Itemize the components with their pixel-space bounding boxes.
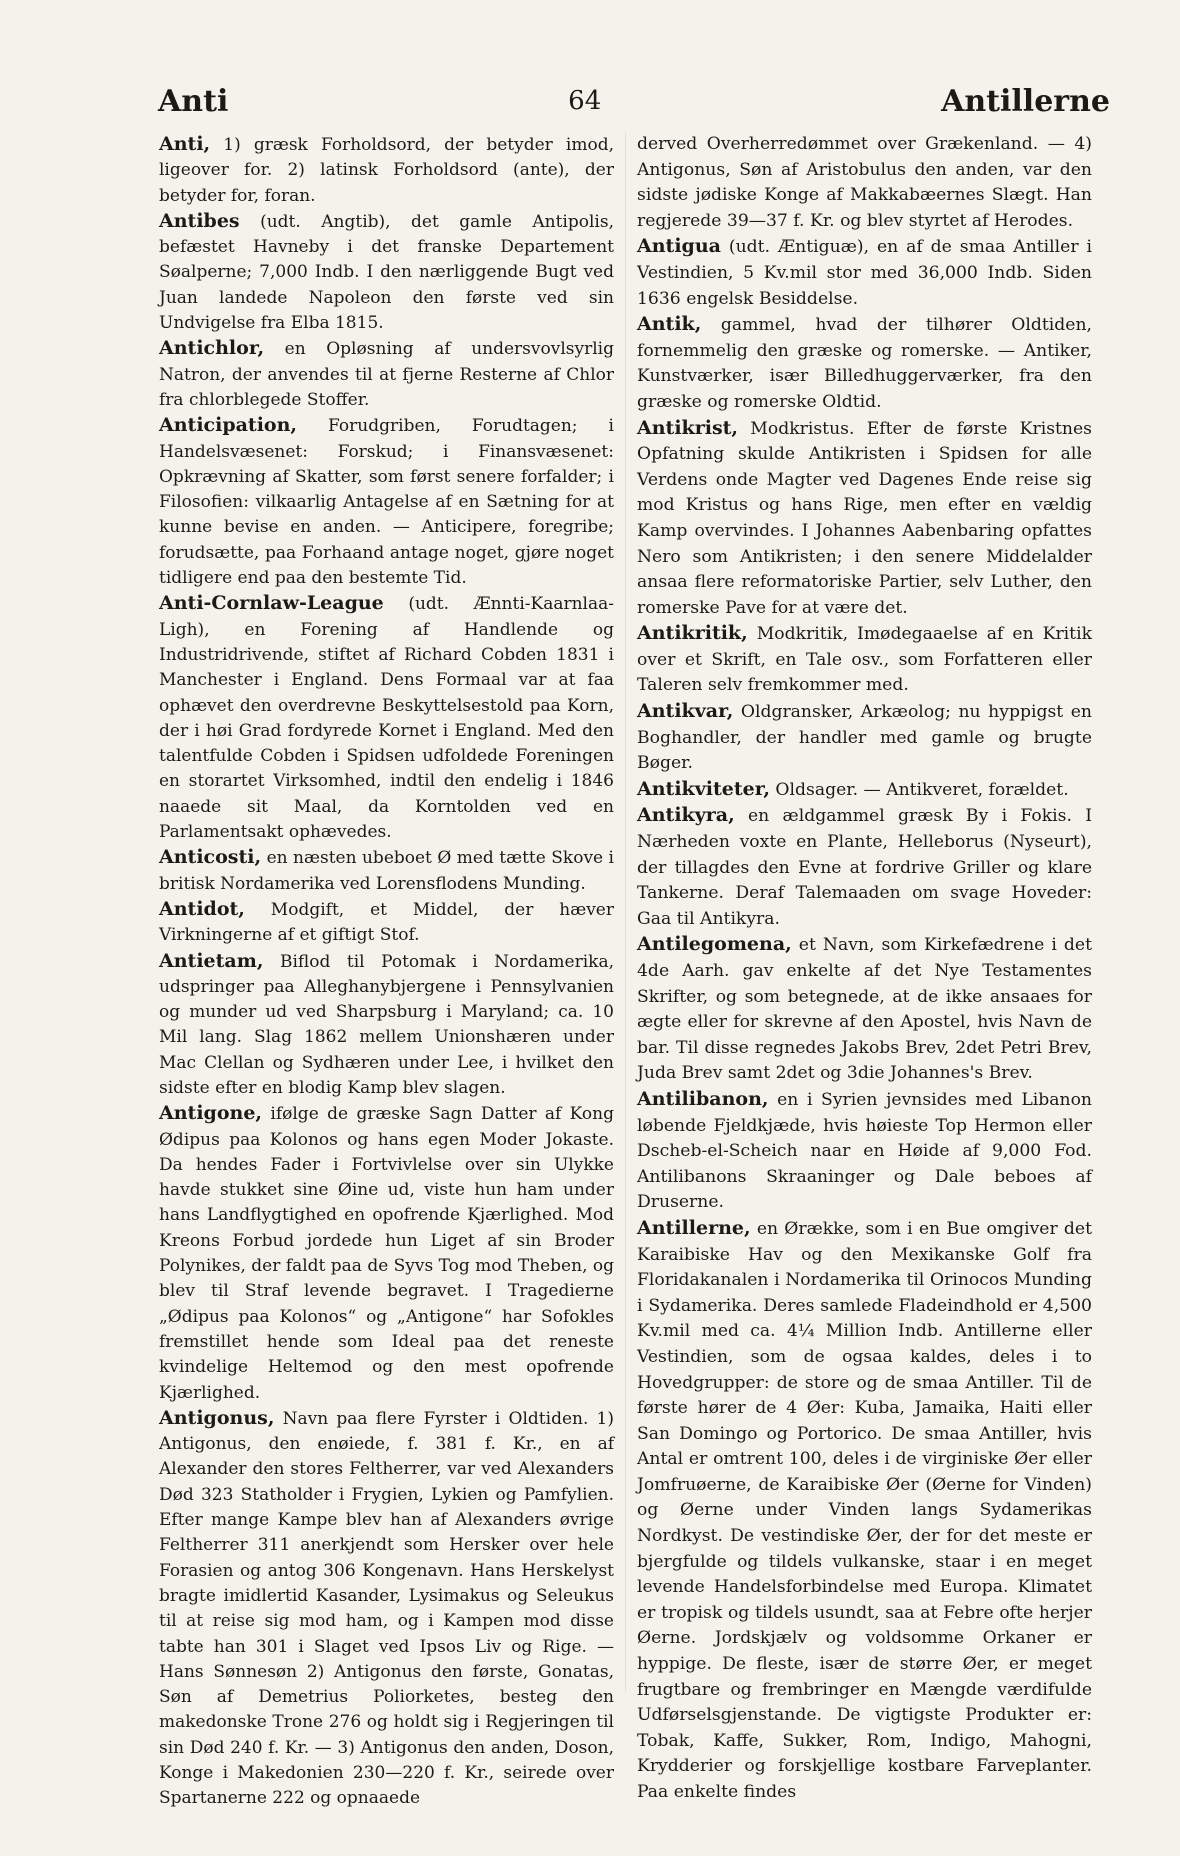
dictionary-entry xyxy=(159,336,614,413)
dictionary-entry xyxy=(159,1101,614,1406)
entry-text: 1) græsk Forholdsord, der betyder imod, ligeover for. 2) latinsk Forholdsord (ante), der betyder for, foran. xyxy=(159,135,614,206)
entry-headword: Antillerne, xyxy=(637,1216,751,1239)
entry-headword: Antikritik, xyxy=(637,622,748,645)
entry-text: en i Syrien jevnsides med Libanon løbende Fjeldkjæde, hvis høieste Top Hermon eller Dscheb-el-Scheich naar en Høide af 9,000 Fod. Antilibanons Skraaninger og Dale beboes af Druserne. xyxy=(637,1089,1092,1213)
entry-headword: Antietam, xyxy=(159,949,264,972)
entry-headword: Anti-Cornlaw-League xyxy=(159,592,384,615)
dictionary-entry xyxy=(637,234,1092,312)
entry-headword: Anti, xyxy=(159,133,211,155)
entry-headword: Antigone, xyxy=(159,1102,263,1125)
entry-headword: Antibes xyxy=(159,209,240,232)
dictionary-entry xyxy=(159,413,614,591)
entry-headword: Antilegomena, xyxy=(637,933,792,956)
entry-text: en ældgammel græsk By i Fokis. I Nærheden voxte en Plante, Helleborus (Nyseurt), der tillagdes den Evne at fordrive Griller og klare Tankerne. Deraf Talemaaden om svage Hoveder: Gaa til Antikyra. xyxy=(637,806,1092,929)
entry-headword: Anticipation, xyxy=(159,414,298,437)
dictionary-entry xyxy=(637,803,1092,932)
entry-headword: Antigonus, xyxy=(159,1406,275,1429)
entry-text: (udt. Angtib), det gamle Antipolis, befæstet Havneby i det franske Departement Søalperne; 7,000 Indb. I den nærliggende Bugt ved Juan landede Napoleon den første ved sin Undvigelse fra Elba 1815. xyxy=(159,211,614,334)
entry-headword: Antigua xyxy=(637,235,721,258)
dictionary-entry xyxy=(637,312,1092,415)
dictionary-entry xyxy=(637,932,1092,1087)
entry-headword: Antik, xyxy=(637,313,702,336)
page-number: 64 xyxy=(568,86,602,116)
entry-text: ifølge de græske Sagn Datter af Kong Ødipus paa Kolonos og hans egen Moder Jokaste. Da hendes Fader i Fortvivlelse over sin Ulykke havde stukket sine Øine ud, viste hun ham under hans Landflygtighed en opofrende Kjærlighed. Mod Kreons Forbud jordede hun Liget af sin Broder Polynikes, der faldt paa de Syvs Tog mod Theben, og blev til Straf levende begravet. I Tragedierne „Ødipus paa Kolonos“ og „Antigone“ har Sofokles fremstillet hende som Ideal paa det reneste kvindelige Heltemod og den mest opofrende Kjærlighed. xyxy=(159,1104,614,1403)
entry-text: Modgift, et Middel, der hæver Virkningerne af et giftigt Stof. xyxy=(159,899,614,946)
entry-headword: Antikviteter, xyxy=(637,777,770,800)
entry-text: derved Overherredømmet over Grækenland. — 4) Antigonus, Søn af Aristobulus den anden, var den sidste jødiske Konge af Makkabæernes Slægt. Han regjerede 39—37 f. Kr. og blev styrtet af Herodes. xyxy=(637,134,1092,231)
right-column xyxy=(637,132,1092,1806)
dictionary-entry xyxy=(637,1216,1092,1806)
entry-text: en Ørække, som i en Bue omgiver det Karaibiske Hav og den Mexikanske Golf fra Floridakanalen i Nordamerika til Orinocos Munding i Sydamerika. Deres samlede Fladeindhold er 4,500 Kv.mil med ca. 4¼ Million Indb. Antillerne eller Vestindien, som de ogsaa kaldes, deles i to Hovedgrupper: de store og de smaa Antiller. Til de første hører de 4 Øer: Kuba, Jamaika, Haiti eller San Domingo og Portorico. De smaa Antiller, hvis Antal er omtrent 100, deles i de virginiske Øer eller Jomfruøerne, de Karaibiske Øer (Øerne for Vinden) og Øerne under Vinden langs Sydamerikas Nordkyst. De vestindiske Øer, der for det meste er bjergfulde og tildels vulkanske, staar i en meget levende Handelsforbindelse med Europa. Klimatet er tropisk og tildels usundt, saa at Febre ofte herjer Øerne. Jordskjælv og voldsomme Orkaner er hyppige. De fleste, især de større Øer, er meget frugtbare og frembringer en Mængde værdifulde Udførselsgjenstande. De vigtigste Produkter er: Tobak, Kaffe, Sukker, Rom, Indigo, Mahogni, Krydderier og forskjellige kostbare Farveplanter. Paa enkelte findes xyxy=(637,1218,1092,1802)
entry-text: Modkritik, Imødegaaelse af en Kritik over et Skrift, en Tale osv., som Forfatteren eller Taleren selv fremkommer med. xyxy=(637,624,1092,696)
dictionary-entry xyxy=(159,209,614,336)
dictionary-entry xyxy=(637,621,1092,699)
column-divider xyxy=(625,132,626,1692)
entry-headword: Antikvar, xyxy=(637,700,734,723)
entry-headword: Antikyra, xyxy=(637,804,735,827)
dictionary-entry xyxy=(637,416,1092,622)
entry-text: Navn paa flere Fyrster i Oldtiden. 1) Antigonus, den enøiede, f. 381 f. Kr., en af Alexander den stores Feltherrer, var ved Alexanders Død 323 Statholder i Frygien, Lykien og Pamfylien. Efter mange Kampe blev han af Alexanders øvrige Feltherrer 311 anerkjendt som Hersker over hele Forasien og antog 306 Kongenavn. Hans Herskelyst bragte imidlertid Kasander, Lysimakus og Seleukus til at reise sig mod ham, og i Kampen mod disse tabte han 301 i Slaget ved Ipsos Liv og Rige. — Hans Sønnesøn 2) Antigonus den første, Gonatas, Søn af Demetrius Poliorketes, besteg den makedonske Trone 276 og holdt sig i Regjeringen til sin Død 240 f. Kr. — 3) Antigonus den anden, Doson, Konge i Makedonien 230—220 f. Kr., seirede over Spartanerne 222 og opnaaede xyxy=(159,1408,614,1809)
entry-headword: Antilibanon, xyxy=(637,1087,769,1110)
entry-text: Biflod til Potomak i Nordamerika, udspringer paa Alleghanybjergene i Pennsylvanien og munder ud ved Sharpsburg i Maryland; ca. 10 Mil lang. Slag 1862 mellem Unionshæren under Mac Clellan og Sydhæren under Lee, i hvilket den sidste efter en blodig Kamp blev slagen. xyxy=(159,951,614,1098)
header-right-word: Antillerne xyxy=(941,83,1110,119)
entry-text: Oldgransker, Arkæolog; nu hyppigst en Boghandler, der handler med gamle og brugte Bøger. xyxy=(637,702,1092,774)
dictionary-entry xyxy=(159,845,614,897)
dictionary-entry xyxy=(159,1406,614,1812)
entry-headword: Antidot, xyxy=(159,897,245,920)
dictionary-entry xyxy=(159,591,614,845)
dictionary-entry xyxy=(637,1087,1092,1216)
entry-text: en Opløsning af undersvovlsyrlig Natron, der anvendes til at fjerne Resterne af Chlor fra chlorblegede Stoffer. xyxy=(159,339,614,410)
entry-text: Oldsager. — Antikveret, forældet. xyxy=(769,779,1069,800)
entry-headword: Anticosti, xyxy=(159,846,262,869)
dictionary-entry xyxy=(637,699,1092,777)
entry-headword: Antikrist, xyxy=(637,416,739,439)
entry-text: gammel, hvad der tilhører Oldtiden, fornemmelig den græske og romerske. — Antiker, Kunstværker, især Billedhuggerværker, fra den græske og romerske Oldtid. xyxy=(637,315,1092,412)
dictionary-entry xyxy=(159,132,614,209)
header-left-word: Anti xyxy=(158,83,229,119)
dictionary-entry xyxy=(637,132,1092,234)
entry-headword: Antichlor, xyxy=(159,337,265,360)
entry-text: (udt. Æntiguæ), en af de smaa Antiller i Vestindien, 5 Kv.mil stor med 36,000 Indb. Siden 1636 engelsk Besiddelse. xyxy=(637,237,1092,309)
entry-text: (udt. Ænnti-Kaarnlaa-Ligh), en Forening af Handlende og Industridrivende, stiftet af Richard Cobden 1831 i Manchester i England. Dens Formaal var at faa ophævet den overdrevne Beskyttelsestold paa Korn, der i høi Grad fordyrede Kornet i England. Med den talentfulde Cobden i Spidsen udfoldede Foreningen en storartet Virksomhed, indtil den endelig i 1846 naaede sit Maal, da Korntolden ved en Parlamentsakt ophævedes. xyxy=(159,594,614,843)
dictionary-entry xyxy=(159,949,614,1102)
entry-text: Forudgriben, Forudtagen; i Handelsvæsenet: Forskud; i Finansvæsenet: Opkrævning af Skatter, som først senere forfalder; i Filosofien: vilkaarlig Antagelse af en Sætning for at kunne bevise en anden. — Anticipere, foregribe; forudsætte, paa Forhaand antage noget, gjøre noget tidligere end paa den bestemte Tid. xyxy=(159,416,614,589)
dictionary-entry xyxy=(637,777,1092,804)
left-column xyxy=(159,132,614,1812)
entry-text: Modkristus. Efter de første Kristnes Opfatning skulde Antikristen i Spidsen for alle Verdens onde Magter ved Dagenes Ende reise sig mod Kristus og hans Rige, men efter en vældig Kamp overvindes. I Johannes Aabenbaring opfattes Nero som Antikristen; i den senere Middelalder ansaa flere reformatoriske Partier, selv Luther, den romerske Pave for at være det. xyxy=(637,418,1092,618)
dictionary-entry xyxy=(159,897,614,949)
running-header xyxy=(158,78,1110,124)
entry-text: et Navn, som Kirkefædrene i det 4de Aarh. gav enkelte af det Nye Testamentes Skrifter, og som betegnede, at de ikke ansaaes for ægte eller for skrevne af den Apostel, hvis Navn de bar. Til disse regnedes Jakobs Brev, 2det Petri Brev, Juda Brev samt 2det og 3die Johannes's Brev. xyxy=(637,935,1092,1084)
entry-text: en næsten ubeboet Ø med tætte Skove i britisk Nordamerika ved Lorensflodens Munding. xyxy=(159,848,614,894)
